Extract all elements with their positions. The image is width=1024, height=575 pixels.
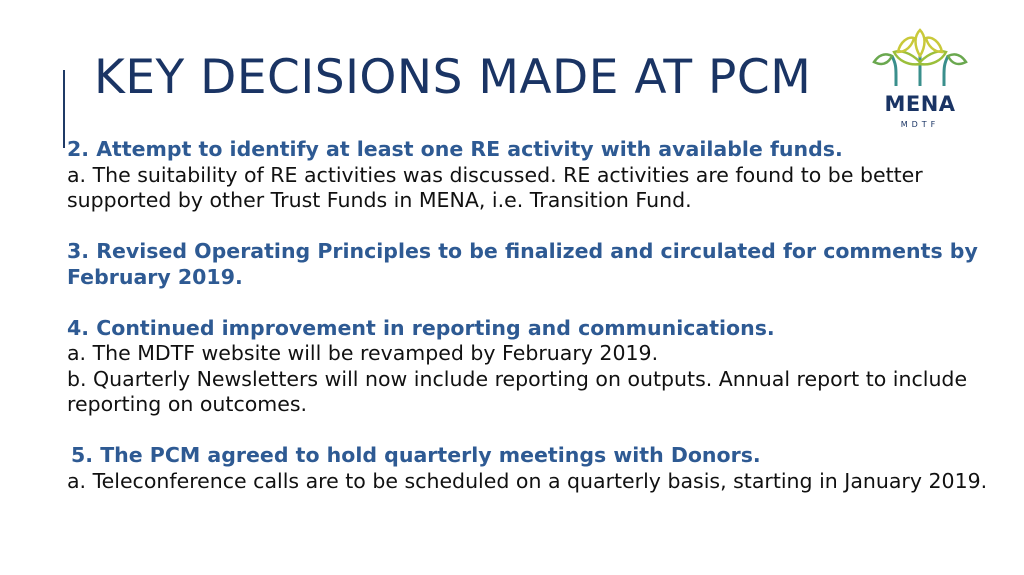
section-2-item-a: a. The suitability of RE activities was discussed. RE activities are found to be better supported by other Trust Funds in MENA, i.e. Transition Fund. bbox=[67, 162, 923, 212]
title-accent-line bbox=[63, 70, 65, 148]
section-2-heading: 2. Attempt to identify at least one RE activity with available funds. bbox=[67, 137, 843, 161]
section-3-heading: 3. Revised Operating Principles to be finalized and circulated for comments by February 2019. bbox=[67, 239, 978, 289]
slide-title: KEY DECISIONS MADE AT PCM bbox=[94, 50, 812, 105]
section-5-heading: 5. The PCM agreed to hold quarterly meetings with Donors. bbox=[71, 443, 761, 467]
sprout-icon bbox=[870, 26, 970, 92]
slide-body bbox=[67, 137, 997, 494]
section-5-item-a: a. Teleconference calls are to be scheduled on a quarterly basis, starting in January 2019. bbox=[67, 468, 988, 493]
section-4-item-b: b. Quarterly Newsletters will now include reporting on outputs. Annual report to include reporting on outcomes. bbox=[67, 366, 968, 416]
section-4-heading: 4. Continued improvement in reporting and communications. bbox=[67, 315, 775, 340]
logo-wordmark: MENA bbox=[884, 92, 956, 116]
logo-subtext: MDTF bbox=[900, 120, 940, 129]
mena-mdtf-logo bbox=[870, 26, 970, 136]
section-4-item-a: a. The MDTF website will be revamped by February 2019. bbox=[67, 341, 659, 365]
